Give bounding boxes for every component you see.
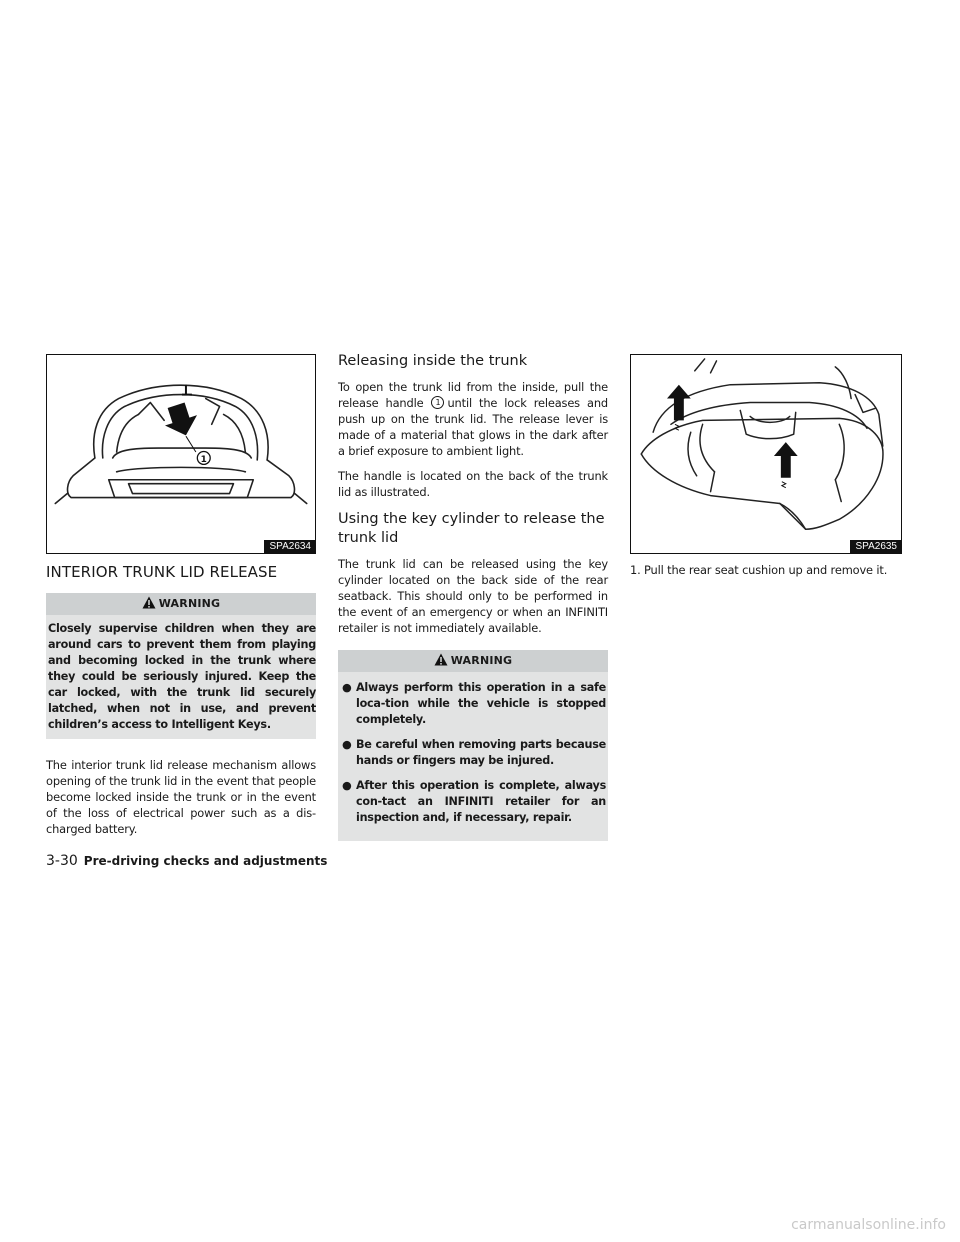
paragraph-text-start: To open the trunk lid from the inside, pull the release handle [338, 380, 608, 410]
warning-title: WARNING [158, 597, 221, 610]
warning-icon [142, 595, 156, 617]
warning-item-text: Be careful when removing parts because hands or fingers may be injured. [356, 738, 606, 767]
column-middle [338, 354, 608, 859]
figure-trunk-release [46, 354, 316, 554]
trunk-illustration [47, 355, 315, 553]
warning-header [338, 650, 608, 672]
warning-header [46, 593, 316, 615]
paragraph-release-handle [338, 379, 608, 459]
warning-item [338, 778, 606, 826]
section-heading: INTERIOR TRUNK LID RELEASE [46, 563, 278, 581]
warning-box [46, 593, 316, 739]
figure-code: SPA2634 [264, 540, 315, 553]
paragraph-handle-location: The handle is located on the back of the trunk lid as illustrated. [338, 469, 608, 499]
figure-code: SPA2635 [850, 540, 901, 553]
subheading-key-cylinder: Using the key cylinder to release the trunk lid [338, 511, 605, 546]
warning-text: Closely supervise children when they are around cars to prevent them from playing and becoming locked in the trunk where they could be seriously injured. Keep the car locked, with the trunk lid securely latched, when not in use, and prevent children’s access to Intelligent Keys. [48, 622, 316, 731]
column-right [630, 354, 902, 578]
warning-box-2 [338, 650, 608, 841]
warning-item-text: After this operation is complete, always con-tact an INFINITI retailer for an inspection and, if necessary, repair. [356, 779, 606, 824]
page-number: 3-30 [46, 853, 78, 869]
subheading-releasing: Releasing inside the trunk [338, 353, 528, 369]
bullet-icon: ● [342, 779, 352, 792]
page-footer [46, 853, 327, 869]
warning-icon [434, 652, 448, 674]
bullet-icon: ● [342, 738, 352, 751]
paragraph-key-cylinder: The trunk lid can be released using the key cylinder located on the back side of the rear seatback. This should only to be performed in the event of an emergency or when an INFINITI retailer is not immediately available. [338, 557, 608, 635]
warning-title: WARNING [450, 654, 513, 667]
footer-title: Pre-driving checks and adjustments [83, 854, 328, 868]
warning-item [338, 680, 606, 728]
warning-item [338, 737, 606, 769]
paragraph-text-end: until the lock releases and push up on the trunk lid. The release lever is made of a material that glows in the dark after a brief exposure to ambient light. [338, 396, 608, 458]
column-left [46, 354, 316, 846]
warning-item-text: Always perform this operation in a safe loca-tion while the vehicle is stopped completely. [356, 681, 606, 726]
warning-list [338, 672, 608, 841]
body-paragraph: The interior trunk lid release mechanism allows opening of the trunk lid in the event that people become locked inside the trunk or in the event of the loss of electrical power such as a dis-charged battery. [46, 758, 316, 836]
figure-rear-seat [630, 354, 902, 554]
figure-callout: 1 [200, 454, 207, 465]
rear-seat-illustration [631, 355, 901, 553]
step-1: 1. Pull the rear seat cushion up and remove it. [630, 563, 888, 577]
watermark: carmanualsonline.info [791, 1217, 946, 1233]
bullet-icon: ● [342, 681, 352, 694]
callout-1: 1 [431, 396, 444, 409]
